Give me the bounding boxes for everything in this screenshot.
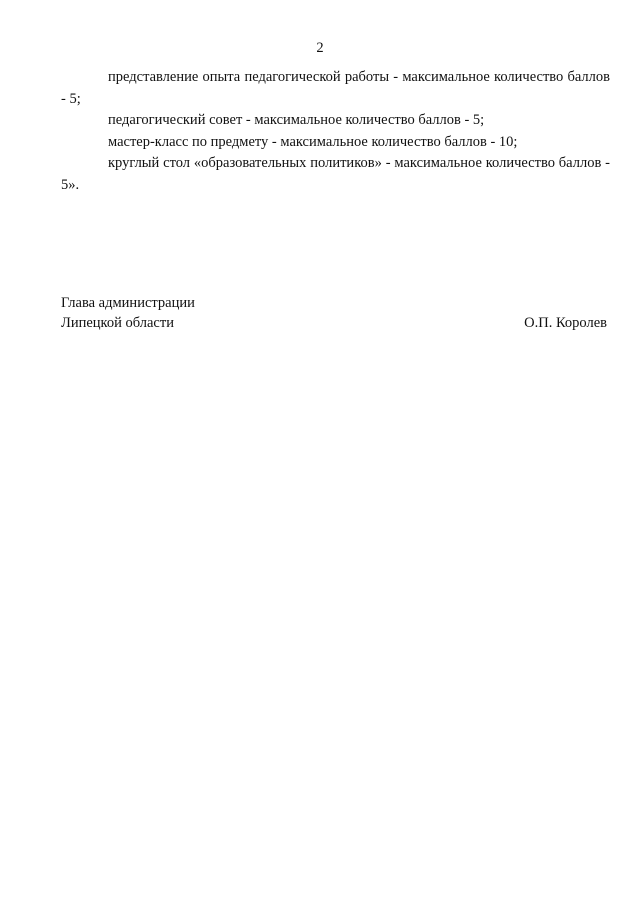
paragraph-council: педагогический совет - максимальное количество баллов - 5; — [108, 112, 485, 128]
signatory-position-line1: Глава администрации — [61, 295, 195, 311]
signatory-position-line2: Липецкой области — [61, 315, 174, 331]
signatory-name: О.П. Королев — [524, 315, 607, 331]
document-body — [61, 67, 610, 196]
page-number: 2 — [316, 40, 324, 56]
signature-row — [61, 313, 607, 333]
paragraph-master-class: мастер-класс по предмету - максимальное количество баллов - 10; — [108, 133, 518, 150]
signature-block — [61, 293, 607, 333]
paragraph-experience: представление опыта педагогической работы - максимальное количество баллов - 5; — [61, 69, 610, 107]
paragraph-round-table: круглый стол «образовательных политиков» - максимальное количество баллов - 5». — [61, 155, 610, 193]
